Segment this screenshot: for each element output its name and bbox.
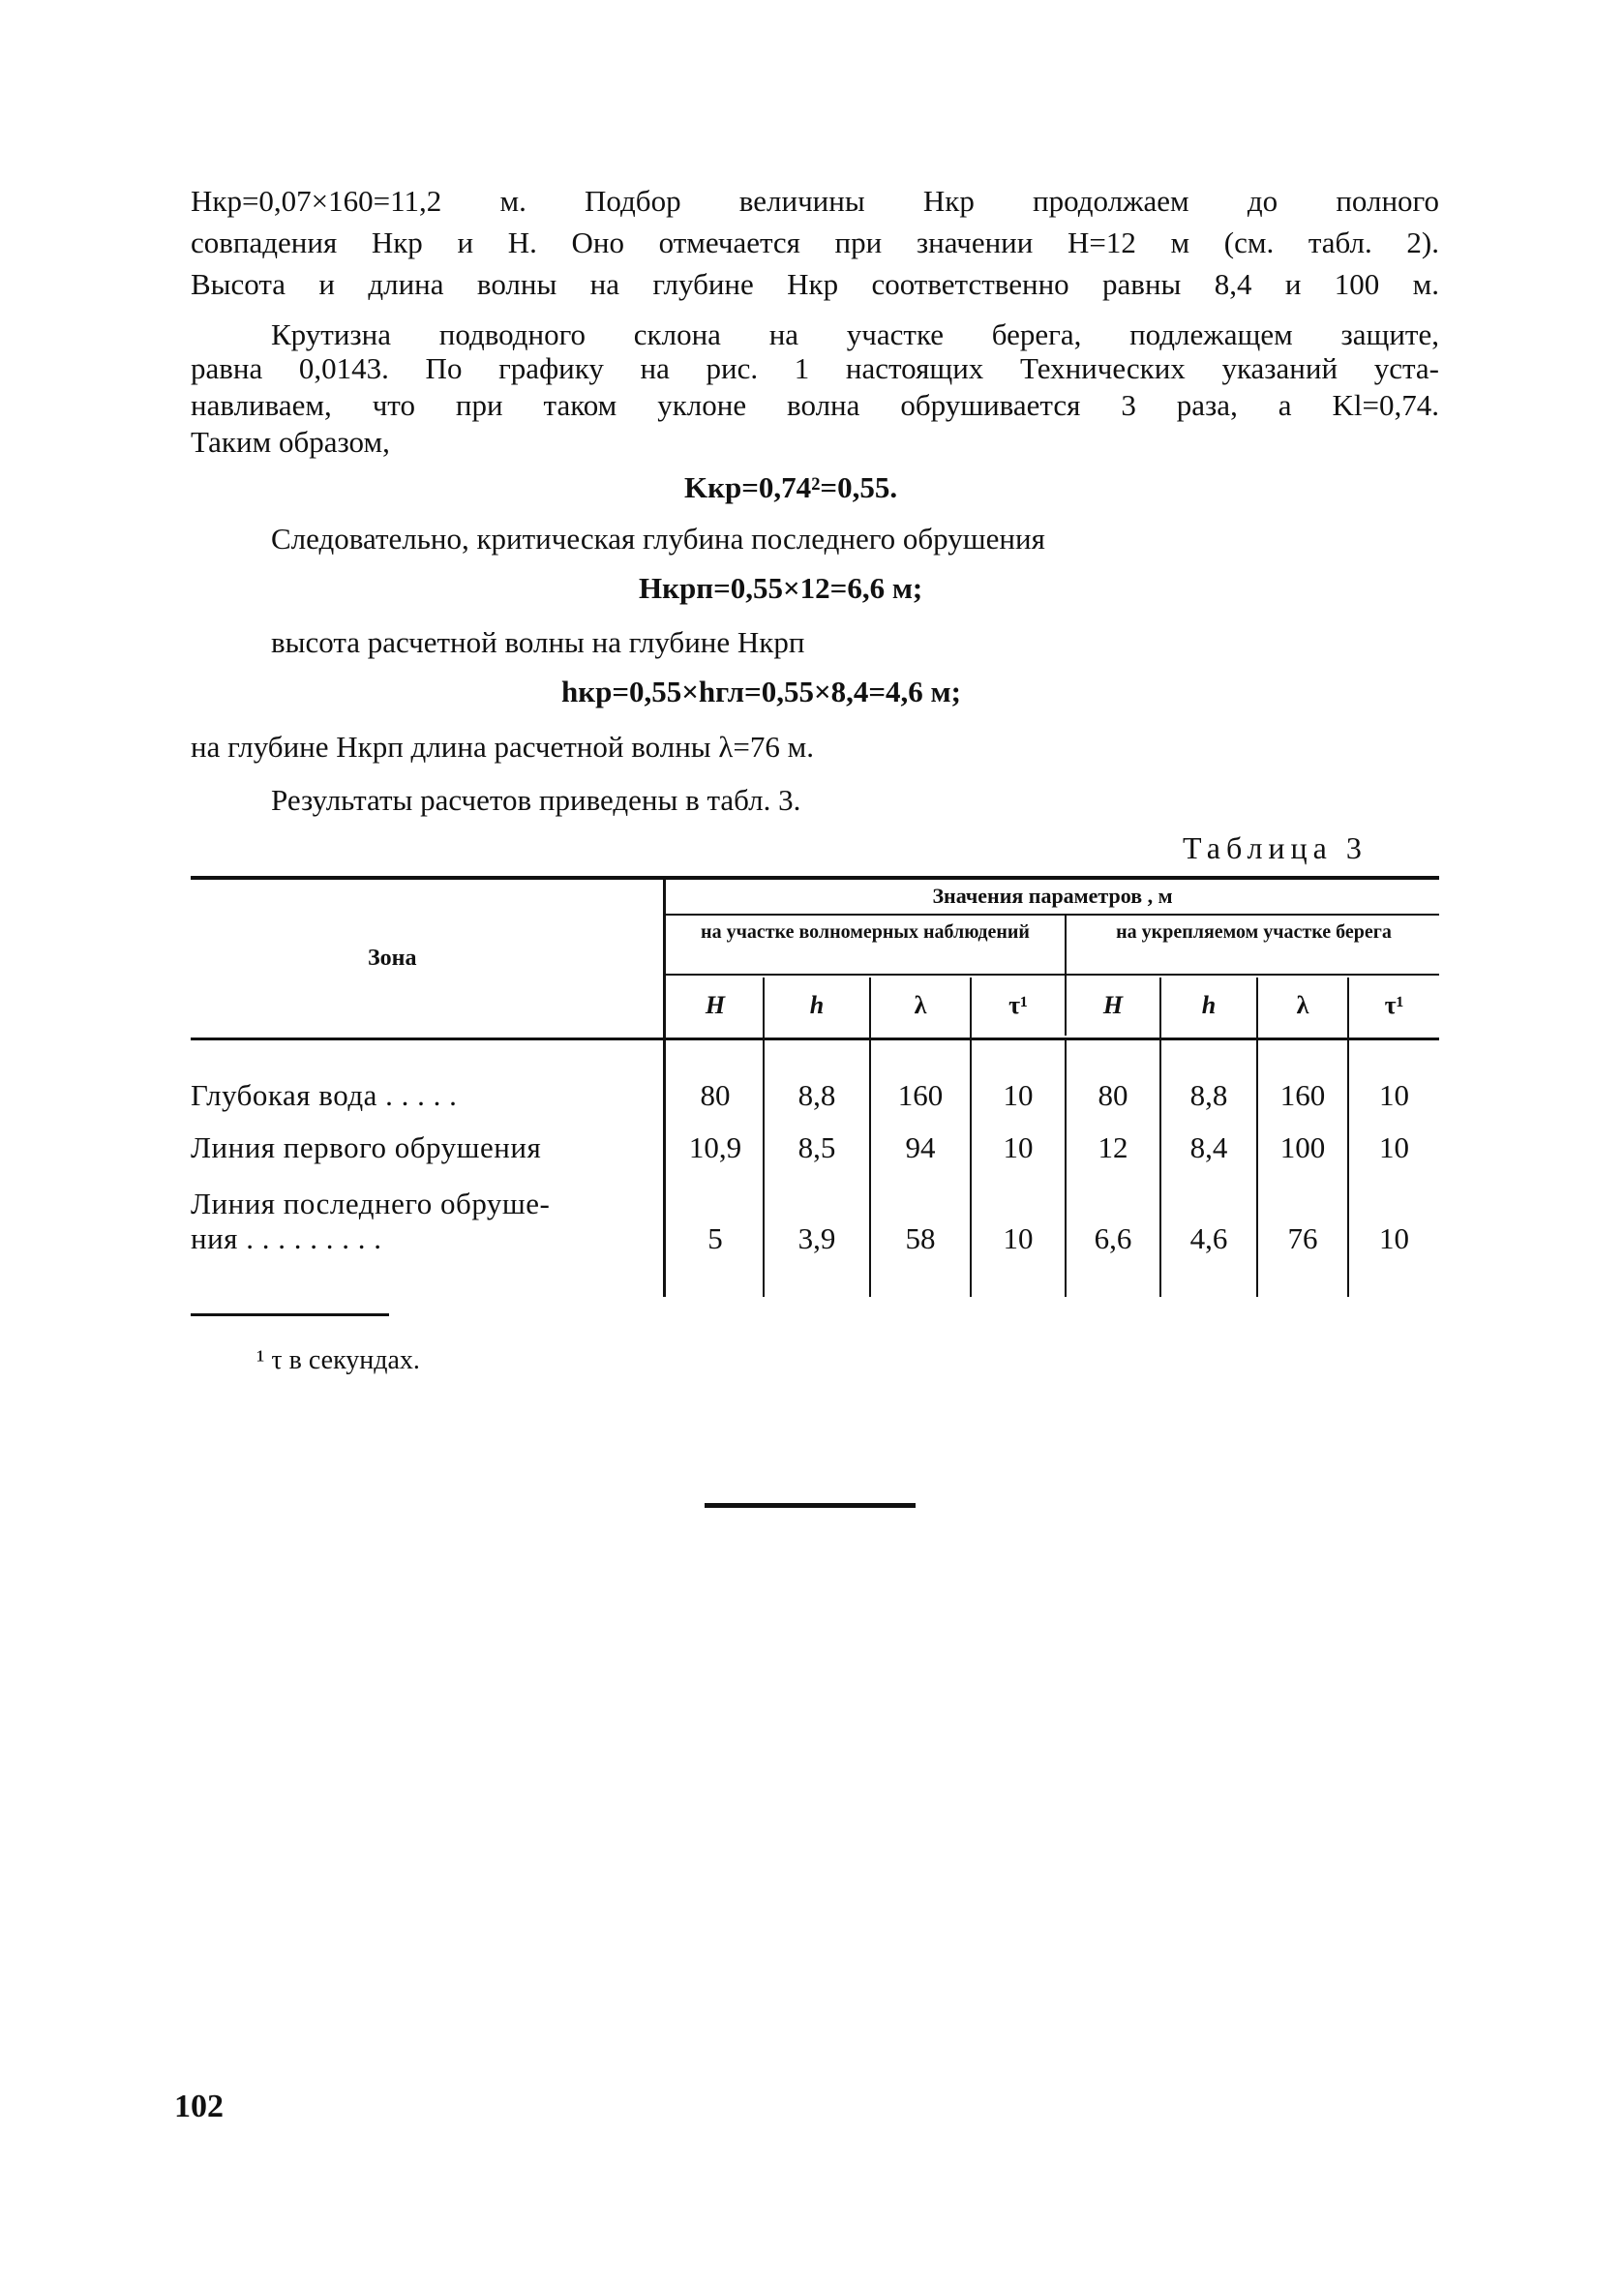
col-header-H-1: H (705, 991, 726, 1019)
row-label-last-break-line1: Линия последнего обруше- (191, 1187, 551, 1220)
paragraph-2-line-4: Таким образом, (191, 425, 390, 459)
paragraph-6: Результаты расчетов приведены в табл. 3. (271, 783, 801, 817)
row-label-first-break: Линия первого обрушения (191, 1130, 542, 1164)
formula-k-critical: Kкр=0,74²=0,55. (684, 470, 898, 504)
page-number: 102 (174, 2089, 224, 2124)
row-label-last-break-line2: ния . . . . . . . . . (191, 1221, 382, 1255)
paragraph-1-line-2: совпадения Hкр и H. Оно отмечается при значении H=12 м (см. табл. 2). (191, 226, 1439, 259)
params-header-rule (665, 914, 1439, 916)
table-cell: 6,6 (1094, 1221, 1132, 1255)
table-cell: 10 (1379, 1221, 1409, 1255)
paragraph-1-line-1: Hкр=0,07×160=11,2 м. Подбор величины Hкр продолжаем до полного (191, 184, 1439, 218)
table-cell: 4,6 (1189, 1221, 1228, 1255)
table-footnote: ¹ τ в секундах. (256, 1345, 420, 1375)
table-cell: 80 (700, 1078, 731, 1112)
table-cell: 58 (905, 1221, 936, 1255)
table-cell: 10 (1379, 1130, 1409, 1164)
table-cell: 160 (897, 1078, 944, 1112)
table-cell: 160 (1279, 1078, 1326, 1112)
header-bottom-rule (191, 1038, 1439, 1040)
table-cell: 8,8 (1189, 1078, 1228, 1112)
paragraph-1-line-3: Высота и длина волны на глубине Hкр соответственно равны 8,4 и 100 м. (191, 267, 1439, 301)
paragraph-2-line-1: Крутизна подводного склона на участке берега, подлежащем защите, (271, 317, 1439, 351)
paragraph-4: высота расчетной волны на глубине Hкрп (271, 625, 805, 659)
paragraph-5: на глубине Hкрп длина расчетной волны λ=76 м. (191, 730, 814, 764)
col-header-h-2: h (1201, 991, 1217, 1019)
formula-wave-height: hкр=0,55×hгл=0,55×8,4=4,6 м; (561, 675, 961, 708)
col-header-H-2: H (1102, 991, 1124, 1019)
row-label-deep-water: Глубокая вода . . . . . (191, 1078, 458, 1112)
table-cell: 10 (1003, 1130, 1034, 1164)
table-cell: 76 (1287, 1221, 1318, 1255)
table-cell: 10 (1003, 1221, 1034, 1255)
table-cell: 8,5 (797, 1130, 836, 1164)
col-header-lambda-1: λ (914, 991, 927, 1019)
paragraph-2-line-2: равна 0,0143. По графику на рис. 1 настоящих Технических указаний уста- (191, 351, 1439, 385)
table-cell: 94 (905, 1130, 936, 1164)
table-caption: Таблица 3 (1183, 830, 1368, 865)
col-header-lambda-2: λ (1296, 991, 1309, 1019)
table-cell: 10 (1379, 1078, 1409, 1112)
paragraph-2-line-3: навливаем, что при таком уклоне волна обрушивается 3 раза, а Kl=0,74. (191, 388, 1439, 422)
col-header-tau-1: τ¹ (1008, 991, 1028, 1019)
table-cell: 8,4 (1189, 1130, 1228, 1164)
table-cell: 10 (1003, 1078, 1034, 1112)
table-cell: 10,9 (688, 1130, 742, 1164)
table-top-rule (191, 876, 1439, 880)
zone-header: Зона (368, 946, 417, 971)
zone-column-divider (663, 876, 666, 1297)
col-header-h-1: h (809, 991, 825, 1019)
table-cell: 80 (1098, 1078, 1128, 1112)
group-header-rule (665, 974, 1439, 976)
paragraph-3: Следовательно, критическая глубина последнего обрушения (271, 522, 1045, 556)
group1-header: на участке волномерных наблюдений (701, 921, 1030, 943)
table-cell: 5 (707, 1221, 723, 1255)
col-header-tau-2: τ¹ (1384, 991, 1404, 1019)
footnote-rule (191, 1313, 389, 1316)
table-cell: 12 (1098, 1130, 1128, 1164)
group2-header: на укрепляемом участке берега (1116, 921, 1392, 943)
end-rule (705, 1503, 916, 1508)
formula-h-critical-last: Hкрп=0,55×12=6,6 м; (639, 571, 923, 605)
table-cell: 3,9 (797, 1221, 836, 1255)
table-cell: 8,8 (797, 1078, 836, 1112)
params-header: Значения параметров , м (932, 884, 1173, 908)
table-cell: 100 (1279, 1130, 1326, 1164)
